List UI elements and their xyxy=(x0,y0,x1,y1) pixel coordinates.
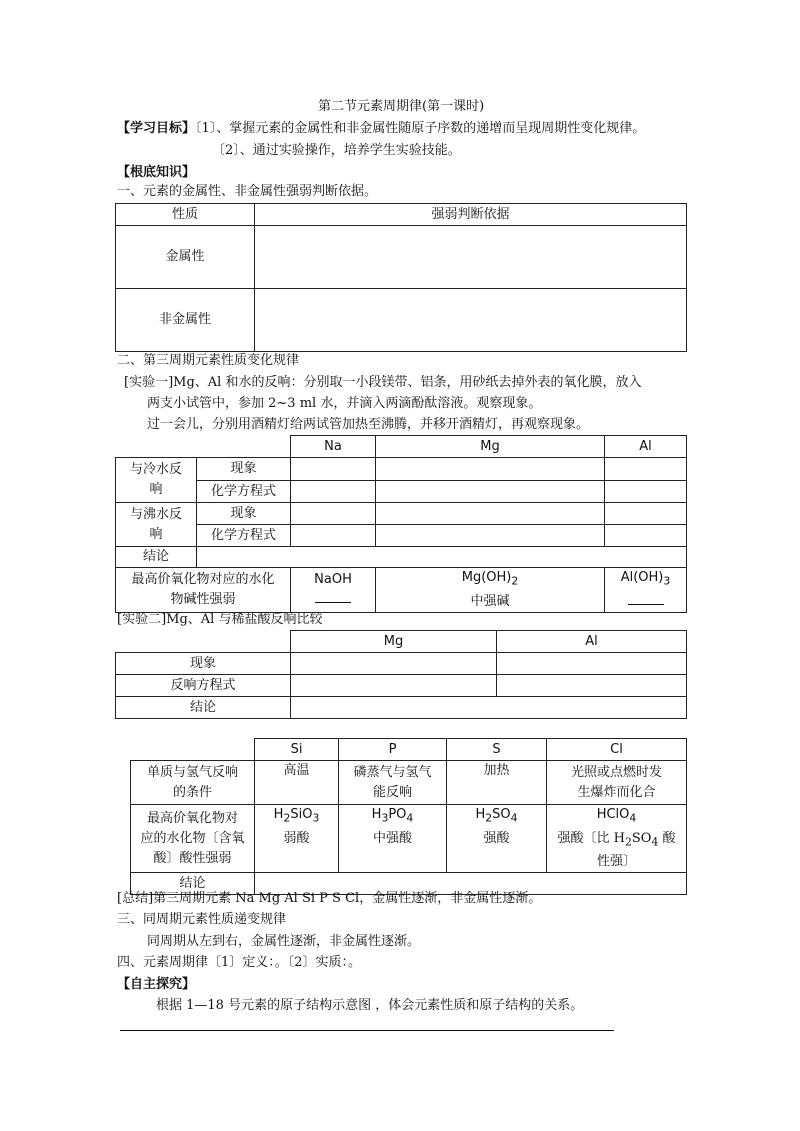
exp2-al-phenomenon[interactable] xyxy=(497,653,687,675)
cell-nonmetallic-basis[interactable] xyxy=(255,289,687,352)
cold-na-phenomenon[interactable] xyxy=(291,458,376,481)
exp2-mg-phenomenon[interactable] xyxy=(291,653,497,675)
p-acid xyxy=(339,805,447,873)
objective-2: 〔2〕、通过实验操作，培养学生实验技能。 xyxy=(212,143,461,158)
exp1-line-1: [实验一]Mg、Al 和水的反响：分别取一小段镁带、铝条，用砂纸去掉外表的氧化膜，放入 xyxy=(124,375,642,390)
exp1-line-3: 过一会儿，分别用酒精灯给两试管加热至沸腾，并移开酒精灯，再观察现象。 xyxy=(147,417,590,432)
naoh-cell xyxy=(291,568,376,613)
acidity-label xyxy=(131,805,255,873)
objective-1: 〔1〕、掌握元素的金属性和非金属性随原子序数的递增而呈现周期性变化规律。 xyxy=(195,121,646,136)
header-s: S xyxy=(447,739,547,761)
cold-mg-equation[interactable] xyxy=(376,481,605,503)
f: 4 xyxy=(651,835,659,849)
blank-corner xyxy=(116,436,291,458)
answer-line[interactable] xyxy=(120,1030,614,1031)
cl-acid-strength xyxy=(551,829,682,853)
cold-phenomenon-label: 现象 xyxy=(197,458,291,481)
header-si: Si xyxy=(255,739,339,761)
header-al: Al xyxy=(605,436,687,458)
experiment2-table xyxy=(115,630,687,719)
explore-body: 根据 1—18 号元素的原子结构示意图 ，体会元素性质和原子结构的关系。 xyxy=(156,998,584,1013)
hot-mg-phenomenon[interactable] xyxy=(376,503,605,525)
section4-heading: 四、元素周期律〔1〕定义：。〔2〕实质：。 xyxy=(117,955,362,970)
hot-equation-label: 化学方程式 xyxy=(197,525,291,547)
aloh-formula xyxy=(609,568,682,592)
exp2-conclusion-cell[interactable] xyxy=(291,697,687,719)
hot-al-equation[interactable] xyxy=(605,525,687,547)
exp2-heading: [实验二]Mg、Al 与稀盐酸反响比较 xyxy=(117,612,323,627)
s-acid xyxy=(447,805,547,873)
f: 4 xyxy=(510,811,518,825)
cold-al-phenomenon[interactable] xyxy=(605,458,687,481)
mgoh-cell xyxy=(376,568,605,613)
exp1-line-2: 两支小试管中，参加 2~3 ml 水，并滴入两滴酚酞溶液。观察现象。 xyxy=(147,396,542,411)
hydroxide-label-2: 物碱性强弱 xyxy=(170,591,236,607)
f: 4 xyxy=(406,811,414,825)
nonmetal-table xyxy=(130,738,687,895)
blank-corner-3 xyxy=(131,739,255,761)
header-property: 性质 xyxy=(116,204,255,226)
f: SO xyxy=(492,807,511,822)
section3-heading: 三、同周期元素性质递变规律 xyxy=(117,912,287,927)
conclusion-cell[interactable] xyxy=(197,547,687,568)
table3-conclusion-label: 结论 xyxy=(131,873,255,895)
cl-cond-2: 生爆炸而化合 xyxy=(577,784,656,800)
basic-knowledge-label: 【根底知识】 xyxy=(117,165,196,180)
conclusion-label: 结论 xyxy=(116,547,197,568)
cold-al-equation[interactable] xyxy=(605,481,687,503)
acid-label-2: 应的水化物〔含氧 xyxy=(140,830,245,846)
row-nonmetallic: 非金属性 xyxy=(116,289,255,352)
hot-phenomenon-label: 现象 xyxy=(197,503,291,525)
si-acid xyxy=(255,805,339,873)
metallicity-table xyxy=(115,203,687,352)
f: 3 xyxy=(312,811,320,825)
summary: [总结]第三周期元素 Na Mg Al Si P S Cl，金属性逐渐，非金属性逐渐。 xyxy=(117,891,542,906)
cl-acid xyxy=(547,805,687,873)
hot-na-phenomenon[interactable] xyxy=(291,503,376,525)
header-na: Na xyxy=(291,436,376,458)
hot-al-phenomenon[interactable] xyxy=(605,503,687,525)
f: 3 xyxy=(381,811,389,825)
f: SO xyxy=(631,830,652,846)
header-mg-2: Mg xyxy=(291,631,497,653)
h2-label-1: 单质与氢气反响 xyxy=(146,764,238,780)
cold-water-label xyxy=(116,458,197,503)
exp2-mg-equation[interactable] xyxy=(291,675,497,697)
blank-corner-2 xyxy=(116,631,291,653)
hydrogen-condition-label xyxy=(131,761,255,805)
explore-label: 【自主探究】 xyxy=(117,977,196,992)
objectives-label: 【学习目标】 xyxy=(117,121,196,136)
header-mg: Mg xyxy=(376,436,605,458)
p-cond-2: 能反响 xyxy=(372,784,412,800)
cold-water-label-1: 与冷水反 xyxy=(129,462,182,477)
exp2-phenomenon-label: 现象 xyxy=(116,653,291,675)
f: 2 xyxy=(624,835,632,849)
naoh-blank[interactable] xyxy=(315,590,351,603)
aloh-blank[interactable] xyxy=(628,592,664,605)
hot-mg-equation[interactable] xyxy=(376,525,605,547)
exp2-equation-label: 反响方程式 xyxy=(116,675,291,697)
objectives-line-1 xyxy=(117,119,645,139)
f: 2 xyxy=(283,811,291,825)
cold-water-label-2: 响 xyxy=(149,482,163,497)
hot-water-label xyxy=(116,503,197,547)
hydroxide-label-1: 最高价氧化物对应的水化 xyxy=(131,571,275,587)
f: H xyxy=(475,807,486,822)
aloh-sub: 3 xyxy=(663,574,671,588)
cl-acid-strength-2: 性强〕 xyxy=(596,854,636,870)
s-acid-strength: 强酸 xyxy=(483,830,510,846)
hot-water-label-2: 响 xyxy=(149,526,163,542)
cold-na-equation[interactable] xyxy=(291,481,376,503)
section3-body: 同周期从左到右，金属性逐渐，非金属性逐渐。 xyxy=(147,934,421,949)
s-acid-formula xyxy=(451,805,542,829)
cl-condition xyxy=(547,761,687,805)
si-acid-strength: 弱酸 xyxy=(283,830,310,846)
p-acid-strength: 中强酸 xyxy=(372,830,412,846)
f: 酸 xyxy=(658,830,676,846)
f: SiO xyxy=(290,807,313,822)
exp2-al-equation[interactable] xyxy=(497,675,687,697)
p-acid-formula xyxy=(343,805,442,829)
h2-label-2: 的条件 xyxy=(172,784,212,800)
cold-equation-label: 化学方程式 xyxy=(197,481,291,503)
hydroxide-label xyxy=(116,568,291,613)
cold-mg-phenomenon[interactable] xyxy=(376,458,605,481)
f: 4 xyxy=(629,811,637,825)
mgoh-text: Mg(OH) xyxy=(461,570,512,585)
f: H xyxy=(371,807,382,822)
naoh-formula: NaOH xyxy=(314,571,352,587)
cl-cond-1: 光照或点燃时发 xyxy=(570,764,662,780)
acid-label-1: 最高价氧化物对 xyxy=(146,810,238,826)
mgoh-strength: 中强碱 xyxy=(470,593,510,609)
cell-metallic-basis[interactable] xyxy=(255,226,687,289)
p-cond-1: 磷蒸气与氢气 xyxy=(353,764,432,780)
aloh-cell xyxy=(605,568,687,613)
section1-heading: 一、元素的金属性、非金属性强弱判断依据。 xyxy=(117,184,378,199)
exp2-conclusion-label: 结论 xyxy=(116,697,291,719)
f: HClO xyxy=(596,807,630,822)
f: PO xyxy=(388,807,407,822)
header-p: P xyxy=(339,739,447,761)
acid-label-3: 酸〕酸性强弱 xyxy=(153,850,232,866)
f: 强酸〔比 H xyxy=(557,830,625,846)
experiment1-table xyxy=(115,435,687,613)
hot-water-label-1: 与沸水反 xyxy=(129,506,182,522)
cl-acid-formula xyxy=(551,805,682,829)
header-al-2: Al xyxy=(497,631,687,653)
page-title: 第二节元素周期律(第一课时) xyxy=(318,99,485,114)
f: H xyxy=(273,807,284,822)
header-basis: 强弱判断依据 xyxy=(255,204,687,226)
f: 2 xyxy=(485,811,493,825)
section2-heading: 二、第三周期元素性质变化规律 xyxy=(117,353,300,368)
si-condition: 高温 xyxy=(255,761,339,805)
s-condition: 加热 xyxy=(447,761,547,805)
header-cl: Cl xyxy=(547,739,687,761)
mgoh-formula xyxy=(380,568,600,592)
row-metallic: 金属性 xyxy=(116,226,255,289)
aloh-text: Al(OH) xyxy=(620,570,664,585)
p-condition xyxy=(339,761,447,805)
si-acid-formula xyxy=(259,805,334,829)
hot-na-equation[interactable] xyxy=(291,525,376,547)
mgoh-sub: 2 xyxy=(511,574,519,588)
